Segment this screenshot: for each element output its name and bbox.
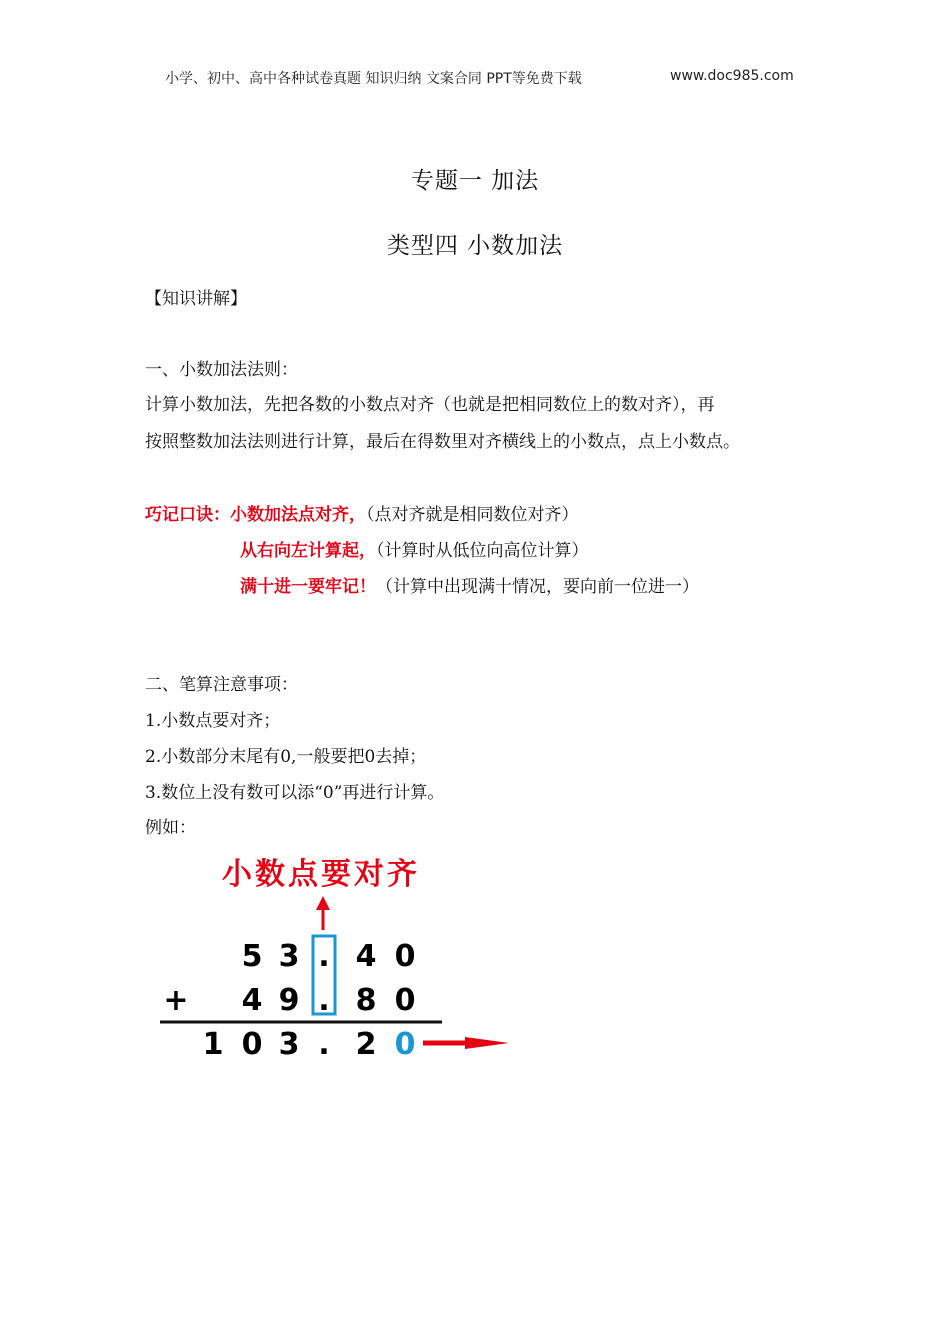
mnemonic-phrase: 满十进一要牢记！ (240, 577, 376, 597)
notes-heading: 二、笔算注意事项： (145, 675, 298, 695)
digit: 4 (355, 939, 377, 974)
decimal-point: . (318, 983, 330, 1018)
mnemonic-note: （计算中出现满十情况，要向前一位进一） (376, 577, 699, 597)
mnemonic-phrase: 小数加法点对齐， (230, 505, 366, 525)
page-subtitle: 类型四 小数加法 (386, 233, 564, 259)
mnemonic-line-1 (145, 500, 579, 525)
rule-heading: 一、小数加法法则： (145, 360, 298, 380)
note-item: 1.小数点要对齐； (145, 711, 281, 731)
digit: 0 (394, 939, 416, 974)
example-label: 例如： (145, 818, 196, 838)
digit: 4 (241, 983, 263, 1018)
note-item: 3.数位上没有数可以添“0”再进行计算。 (145, 783, 445, 803)
header-left-text: 小学、初中、高中各种试卷真题 知识归纳 文案合同 PPT等免费下载 (165, 71, 582, 87)
mnemonic-label: 巧记口诀： (145, 505, 230, 525)
trailing-zero: 0 (394, 1027, 416, 1062)
right-arrow-head-icon (465, 1037, 509, 1049)
digit: 2 (355, 1027, 377, 1062)
page-title: 专题一 加法 (410, 168, 540, 194)
up-arrow-head-icon (316, 896, 330, 910)
section-label: 【知识讲解】 (145, 289, 247, 309)
digit: 3 (278, 939, 300, 974)
addition-example-figure (155, 848, 525, 1082)
decimal-point: . (318, 939, 330, 974)
digit: 5 (241, 939, 263, 974)
digit: 8 (355, 983, 377, 1018)
digit: 0 (241, 1027, 263, 1062)
rule-line-1: 计算小数加法，先把各数的小数点对齐（也就是把相同数位上的数对齐），再 (145, 395, 715, 415)
plus-sign: + (163, 983, 189, 1018)
mnemonic-line-3 (240, 572, 699, 597)
mnemonic-line-2 (240, 536, 589, 561)
digit: 0 (394, 983, 416, 1018)
rule-line-2: 按照整数加法法则进行计算，最后在得数里对齐横线上的小数点，点上小数点。 (145, 432, 740, 452)
note-item: 2.小数部分末尾有0,一般要把0去掉； (145, 747, 427, 767)
mnemonic-phrase: 从右向左计算起， (240, 541, 376, 561)
mnemonic-note: （点对齐就是相同数位对齐） (366, 505, 579, 525)
example-caption: 小数点要对齐 (222, 857, 420, 892)
decimal-point: . (318, 1027, 330, 1062)
header-url[interactable]: www.doc985.com (670, 68, 794, 84)
digit: 9 (278, 983, 300, 1018)
mnemonic-note: （计算时从低位向高位计算） (376, 541, 589, 561)
digit: 1 (202, 1027, 224, 1062)
digit: 3 (278, 1027, 300, 1062)
vertical-addition-diagram (155, 848, 525, 1078)
